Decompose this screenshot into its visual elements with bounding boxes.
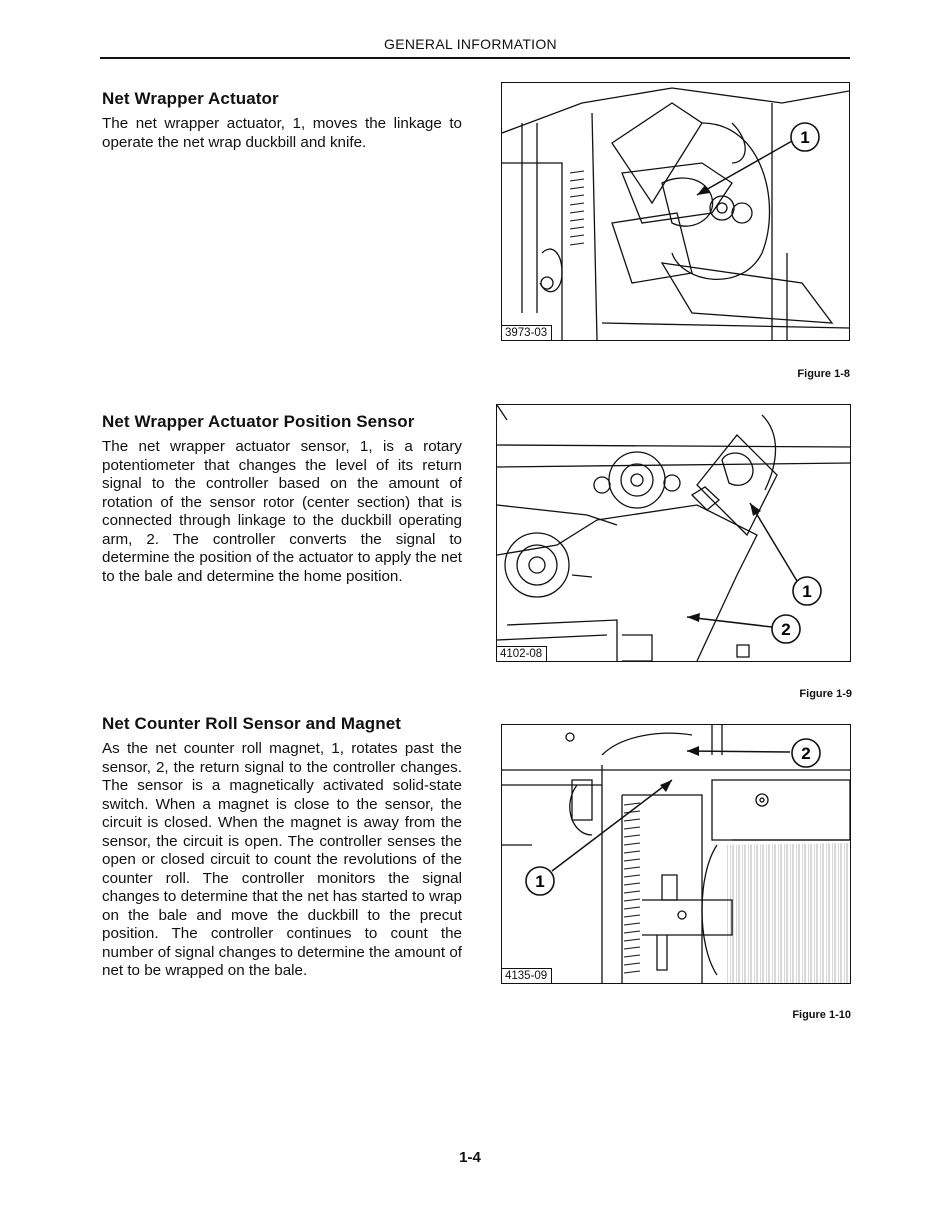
section-body: As the net counter roll magnet, 1, rotates past the sensor, 2, the return signal to the controller changes. The sensor is a magnetically activated solid-state switch. When a magnet is close to the sensor, the circuit is closed. When the magnet is away from the sensor, the circuit is open. The controller senses the open or closed circuit to count the revolutions of the counter roll. The controller monitors the signal changes to determine that the net has started to wrap on the bale and move the duckbill to the precut position. The controller continues to count the number of signal changes to determine the amount of net to be wrapped on the bale. bbox=[102, 740, 462, 979]
header-rule bbox=[100, 57, 850, 59]
section-heading: Net Wrapper Actuator Position Sensor bbox=[102, 412, 415, 431]
section-net-wrapper-actuator bbox=[102, 89, 462, 152]
figure-id: 4102-08 bbox=[497, 646, 547, 661]
section-position-sensor bbox=[102, 412, 462, 586]
figure-1-8 bbox=[501, 82, 850, 341]
figure-id: 3973-03 bbox=[502, 325, 552, 340]
svg-text:1: 1 bbox=[535, 872, 545, 891]
figure-1-10 bbox=[501, 724, 851, 984]
page-number: 1-4 bbox=[459, 1149, 481, 1166]
figure-1-8-illustration bbox=[502, 83, 849, 340]
svg-text:1: 1 bbox=[800, 128, 810, 147]
figure-1-9-illustration bbox=[497, 405, 850, 661]
figure-id: 4135-09 bbox=[502, 968, 552, 983]
figure-caption: Figure 1-8 bbox=[797, 368, 850, 380]
callout-2 bbox=[687, 613, 800, 643]
callout-1 bbox=[526, 780, 672, 895]
svg-text:2: 2 bbox=[781, 620, 791, 639]
section-body: The net wrapper actuator, 1, moves the linkage to operate the net wrap duckbill and knife. bbox=[102, 115, 462, 151]
figure-1-9 bbox=[496, 404, 851, 662]
section-counter-roll-sensor bbox=[102, 714, 462, 981]
svg-text:2: 2 bbox=[801, 744, 811, 763]
figure-1-10-illustration bbox=[502, 725, 850, 983]
section-heading: Net Counter Roll Sensor and Magnet bbox=[102, 714, 402, 733]
section-body: The net wrapper actuator sensor, 1, is a rotary potentiometer that changes the level of its return signal to the controller based on the amount of rotation of the sensor rotor (center section) that is connected through linkage to the duckbill operating arm, 2. The controller converts the signal to determine the position of the actuator to apply the net to the bale and determine the home position. bbox=[102, 438, 462, 585]
figure-caption: Figure 1-9 bbox=[799, 688, 852, 700]
callout-2 bbox=[687, 739, 820, 767]
page-header: GENERAL INFORMATION bbox=[384, 36, 557, 52]
callout-1 bbox=[750, 503, 821, 605]
section-heading: Net Wrapper Actuator bbox=[102, 89, 279, 108]
figure-caption: Figure 1-10 bbox=[792, 1009, 851, 1021]
svg-text:1: 1 bbox=[802, 582, 812, 601]
